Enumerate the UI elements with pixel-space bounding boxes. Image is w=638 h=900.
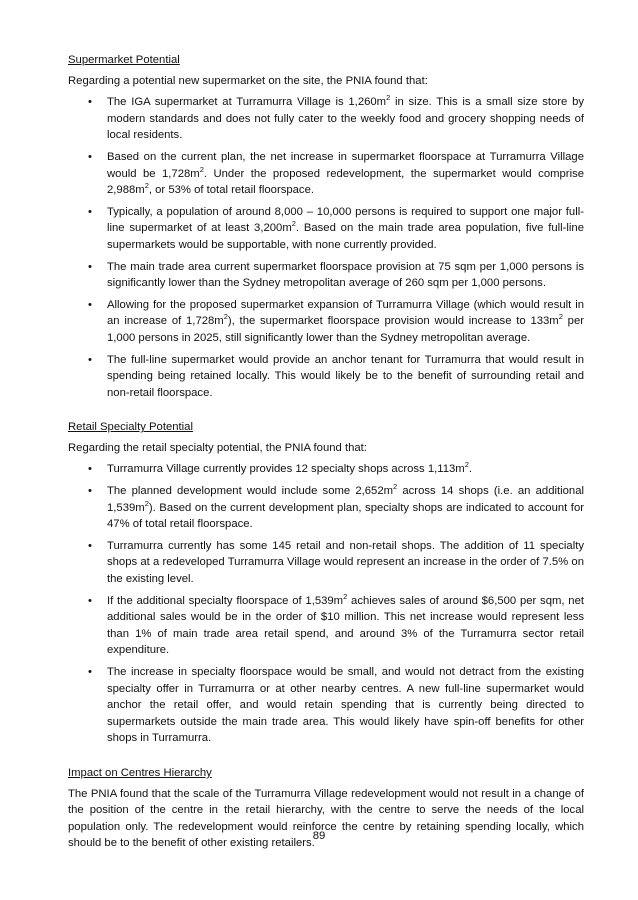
superscript: 2 (291, 219, 296, 229)
superscript: 2 (343, 591, 348, 601)
section-heading: Retail Specialty Potential (68, 421, 193, 434)
bullet-item (68, 149, 584, 199)
bullet-text: per 1,000 persons in 2025, still significantly lower than the Sydney metropolitan average. (107, 315, 584, 344)
section-intro: Regarding a potential new supermarket on the site, the PNIA found that: (68, 74, 428, 87)
bullet-text: Typically, a population of around 8,000 – 10,000 persons is required to support one major full-line supermarket of at least 3,200m (107, 205, 584, 235)
bullet-icon: • (88, 298, 92, 311)
bullet-text: . Based on the main trade area population, five full-line supermarkets would be supportable, with none currently provided. (107, 222, 584, 251)
superscript: 2 (464, 460, 469, 470)
bullet-icon: • (88, 353, 92, 366)
section-paragraph: The PNIA found that the scale of the Turramurra Village redevelopment would not result in a change of the position of the centre in the retail hierarchy, with the centre to serve the needs of the local population only. The redevelopment would reinforce the centre by retaining spending locally, which should be to the benefit of other existing retailers. (68, 787, 584, 850)
page-number: 89 (312, 830, 326, 842)
bullet-item (68, 461, 584, 478)
bullet-icon: • (88, 96, 92, 109)
section-supermarket-potential (68, 52, 584, 401)
superscript: 2 (144, 498, 149, 508)
bullet-item (68, 593, 584, 659)
bullet-icon: • (88, 150, 92, 163)
bullet-text: The increase in specialty floorspace would be small, and would not detract from the existing specialty offer in Turramurra or at other nearby centres. A new full-line supermarket would anchor the retail offer, and would retain spending that is currently being directed to supermarkets outside the main trade area. This would likely have spin-off benefits for other shops in Turramurra. (107, 666, 584, 745)
bullet-item (68, 297, 584, 347)
section-retail-specialty-potential (68, 419, 584, 747)
bullet-text: Based on the current plan, the net increase in supermarket floorspace at Turramurra Village would be 1,728m (107, 150, 584, 180)
bullet-item (68, 259, 584, 292)
superscript: 2 (223, 312, 228, 322)
section-heading: Supermarket Potential (68, 54, 180, 66)
bullet-item (68, 94, 584, 144)
bullet-item (68, 483, 584, 533)
bullet-list (68, 461, 584, 747)
superscript: 2 (386, 93, 391, 103)
superscript: 2 (199, 164, 204, 174)
bullet-icon: • (88, 539, 92, 552)
bullet-text: achieves sales of around $6,500 per sqm, net additional sales would be in the order of $10 million. This net increase would represent less than 1% of main trade area retail spend, and around 3% of the Turramurra sector retail expenditure. (107, 594, 585, 657)
bullet-icon: • (88, 260, 92, 273)
bullet-text: in size. This is a small size store by modern standards and does not fully cater to the weekly food and grocery shopping needs of local residents. (107, 96, 584, 142)
bullet-icon: • (88, 666, 92, 678)
bullet-text: If the additional specialty floorspace of 1,539m (107, 594, 344, 607)
bullet-text: . Under the proposed redevelopment, the supermarket would comprise 2,988m (107, 167, 585, 197)
superscript: 2 (144, 181, 149, 191)
superscript: 2 (393, 482, 398, 492)
bullet-icon: • (88, 594, 92, 607)
bullet-icon: • (88, 463, 92, 476)
bullet-item (68, 204, 584, 254)
bullet-text: The main trade area current supermarket floorspace provision at 75 sqm per 1,000 persons is significantly lower than the Sydney metropolitan average of 260 sqm per 1,000 persons. (107, 260, 584, 290)
bullet-text: ), the supermarket floorspace provision would increase to 133m (227, 315, 559, 328)
bullet-item (68, 538, 584, 588)
section-intro: Regarding the retail specialty potential, the PNIA found that: (68, 441, 367, 454)
bullet-text: Turramurra Village currently provides 12 specialty shops across 1,113m (107, 463, 465, 476)
bullet-text: ). Based on the current development plan, specialty shops are indicated to account for 47% of total retail floorspace. (107, 501, 584, 531)
bullet-item (68, 664, 584, 747)
bullet-list (68, 94, 584, 401)
bullet-text: The full-line supermarket would provide an anchor tenant for Turramurra that would result in spending being retained locally. This would likely be to the benefit of surrounding retail and non-retail floorspace. (107, 353, 584, 399)
bullet-text: Allowing for the proposed supermarket expansion of Turramurra Village (which would result in an increase of 1,728m (107, 298, 584, 328)
bullet-item (68, 352, 584, 402)
bullet-text: , or 53% of total retail floorspace. (148, 184, 315, 197)
bullet-text: . (468, 463, 472, 476)
bullet-text: Turramurra currently has some 145 retail and non-retail shops. The addition of 11 specialty shops at a redeveloped Turramurra Village would represent an increase in the order of 7.5% on the existing level. (107, 539, 584, 586)
bullet-text: across 14 shops (i.e. an additional 1,539m (107, 485, 584, 514)
section-heading: Impact on Centres Hierarchy (68, 766, 212, 779)
bullet-icon: • (88, 205, 92, 218)
bullet-text: The planned development would include some 2,652m (107, 485, 394, 498)
bullet-text: The IGA supermarket at Turramurra Village is 1,260m (107, 96, 387, 109)
bullet-icon: • (88, 485, 92, 498)
superscript: 2 (558, 312, 563, 322)
